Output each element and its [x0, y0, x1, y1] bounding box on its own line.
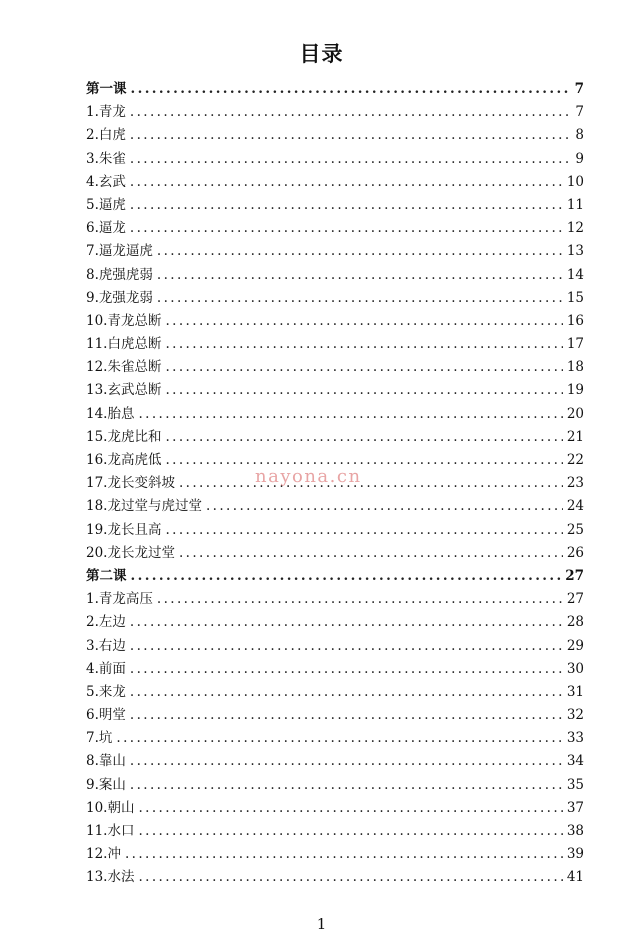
toc-row[interactable] [86, 727, 584, 750]
toc-page-number: 23 [566, 475, 584, 492]
toc-row[interactable] [86, 635, 584, 658]
toc-leader-dots [157, 287, 563, 310]
toc-row[interactable] [86, 217, 584, 240]
toc-page-number: 13 [566, 243, 584, 260]
toc-page-number: 15 [566, 289, 584, 306]
toc-leader-dots [157, 240, 563, 263]
table-of-contents [86, 78, 584, 890]
toc-leader-dots [125, 843, 563, 866]
toc-row[interactable] [86, 750, 584, 773]
toc-leader-dots [130, 194, 563, 217]
toc-leader-dots [130, 101, 572, 124]
toc-row[interactable] [86, 820, 584, 843]
toc-row[interactable] [86, 704, 584, 727]
toc-row[interactable] [86, 588, 584, 611]
toc-leader-dots [157, 264, 563, 287]
toc-row[interactable] [86, 101, 584, 124]
toc-row[interactable] [86, 611, 584, 634]
toc-row[interactable] [86, 658, 584, 681]
toc-row[interactable] [86, 403, 584, 426]
toc-page-number: 41 [566, 869, 584, 886]
toc-entry-label: 11.水口 [86, 823, 135, 839]
toc-page-number: 30 [566, 660, 584, 677]
toc-page-number: 16 [566, 312, 584, 329]
toc-leader-dots [130, 217, 563, 240]
toc-entry-label: 第一课 [86, 81, 127, 97]
toc-row[interactable] [86, 472, 584, 495]
watermark: nayona.cn [255, 466, 362, 487]
toc-page-number: 9 [575, 150, 584, 167]
toc-entry-label: 15.龙虎比和 [86, 428, 162, 445]
toc-leader-dots [138, 797, 562, 820]
toc-page-number: 12 [566, 220, 584, 237]
toc-leader-dots [157, 588, 563, 611]
toc-entry-label: 8.虎强虎弱 [86, 266, 153, 283]
toc-entry-label: 9.案山 [86, 776, 126, 793]
toc-page-number: 17 [566, 336, 584, 353]
toc-page-number: 27 [566, 591, 584, 608]
toc-entry-label: 12.朱雀总断 [86, 359, 162, 376]
toc-entry-label: 2.左边 [86, 614, 126, 631]
page-number: 1 [316, 915, 327, 933]
toc-entry-label: 第二课 [86, 567, 127, 584]
toc-row[interactable] [86, 542, 584, 565]
toc-leader-dots [130, 635, 563, 658]
toc-leader-dots [165, 310, 562, 333]
toc-leader-dots [165, 519, 562, 542]
toc-row[interactable] [86, 240, 584, 263]
toc-page-number: 31 [566, 683, 584, 700]
toc-page-number: 34 [566, 753, 584, 770]
toc-page-number: 25 [566, 521, 584, 538]
toc-row[interactable] [86, 843, 584, 866]
toc-page-number: 27 [565, 567, 584, 584]
toc-page-number: 19 [566, 382, 584, 399]
toc-row[interactable] [86, 194, 584, 217]
toc-page-number: 21 [566, 428, 584, 445]
toc-page-number: 7 [575, 104, 584, 121]
toc-entry-label: 7.逼龙逼虎 [86, 243, 153, 260]
toc-leader-dots [179, 472, 563, 495]
toc-row[interactable] [86, 379, 584, 402]
toc-entry-label: 14.胎息 [86, 405, 135, 422]
toc-row[interactable] [86, 124, 584, 147]
toc-leader-dots [131, 78, 571, 101]
toc-page-number: 20 [566, 405, 584, 422]
toc-entry-label: 13.水法 [86, 869, 135, 886]
toc-leader-dots [130, 124, 572, 147]
toc-page-number: 29 [566, 637, 584, 654]
toc-entry-label: 5.逼虎 [86, 196, 126, 213]
toc-leader-dots [138, 403, 562, 426]
toc-entry-label: 4.玄武 [86, 173, 126, 190]
toc-row[interactable] [86, 310, 584, 333]
toc-leader-dots [130, 704, 563, 727]
toc-leader-dots [130, 148, 572, 171]
toc-row[interactable] [86, 426, 584, 449]
toc-entry-label: 1.青龙高压 [86, 591, 153, 608]
toc-entry-label: 11.白虎总断 [86, 336, 162, 353]
toc-entry-label: 9.龙强龙弱 [86, 289, 153, 306]
toc-page-number: 28 [566, 614, 584, 631]
toc-leader-dots [138, 820, 562, 843]
toc-entry-label: 13.玄武总断 [86, 382, 162, 399]
toc-entry-label: 18.龙过堂与虎过堂 [86, 498, 202, 515]
toc-leader-dots [130, 171, 563, 194]
toc-leader-dots [179, 542, 563, 565]
toc-row[interactable] [86, 866, 584, 889]
toc-page-number: 37 [566, 799, 584, 816]
toc-page-number: 35 [566, 776, 584, 793]
toc-section-row[interactable] [86, 565, 584, 588]
toc-leader-dots [130, 774, 563, 797]
toc-page-number: 32 [566, 707, 584, 724]
toc-entry-label: 20.龙长龙过堂 [86, 544, 175, 561]
toc-row[interactable] [86, 264, 584, 287]
toc-page-number: 14 [566, 266, 584, 283]
toc-page-number: 33 [566, 730, 584, 747]
toc-entry-label: 16.龙高虎低 [86, 452, 162, 468]
toc-entry-label: 6.逼龙 [86, 220, 126, 237]
toc-row[interactable] [86, 495, 584, 518]
toc-leader-dots [131, 565, 562, 588]
toc-entry-label: 10.青龙总断 [86, 312, 162, 329]
toc-entry-label: 12.冲 [86, 846, 121, 863]
toc-page-number: 24 [566, 498, 584, 515]
toc-leader-dots [165, 379, 562, 402]
toc-leader-dots [165, 426, 562, 449]
toc-entry-label: 2.白虎 [86, 127, 126, 144]
toc-entry-label: 17.龙长变斜坡 [86, 475, 175, 492]
toc-leader-dots [138, 866, 562, 889]
toc-page-number: 8 [575, 127, 584, 144]
toc-leader-dots [130, 611, 563, 634]
toc-row[interactable] [86, 797, 584, 820]
toc-page-number: 22 [566, 452, 584, 468]
toc-entry-label: 10.朝山 [86, 799, 135, 816]
toc-row[interactable] [86, 171, 584, 194]
page-title: 目录 [299, 42, 344, 66]
toc-row[interactable] [86, 681, 584, 704]
toc-page-number: 26 [566, 544, 584, 561]
toc-leader-dots [206, 495, 563, 518]
toc-section-row[interactable] [86, 78, 584, 101]
toc-leader-dots [130, 681, 563, 704]
toc-row[interactable] [86, 356, 584, 379]
toc-row[interactable] [86, 148, 584, 171]
toc-entry-label: 5.来龙 [86, 683, 126, 700]
toc-leader-dots [130, 658, 563, 681]
toc-page-number: 18 [566, 359, 584, 376]
toc-page-number: 39 [566, 846, 584, 863]
toc-entry-label: 3.朱雀 [86, 150, 126, 167]
toc-entry-label: 1.青龙 [86, 104, 126, 121]
toc-leader-dots [130, 750, 563, 773]
toc-page-number: 38 [566, 823, 584, 839]
toc-row[interactable] [86, 333, 584, 356]
toc-page-number: 10 [566, 173, 584, 190]
toc-leader-dots [165, 333, 562, 356]
toc-row[interactable] [86, 774, 584, 797]
toc-entry-label: 4.前面 [86, 660, 126, 677]
toc-entry-label: 8.靠山 [86, 753, 126, 770]
toc-leader-dots [116, 727, 562, 750]
toc-page-number: 7 [574, 81, 584, 97]
toc-row[interactable] [86, 287, 584, 310]
toc-row[interactable] [86, 519, 584, 542]
toc-page-number: 11 [566, 196, 584, 213]
toc-entry-label: 3.右边 [86, 637, 126, 654]
toc-leader-dots [165, 356, 562, 379]
toc-entry-label: 7.坑 [86, 730, 113, 747]
toc-leader-dots [165, 449, 562, 472]
toc-entry-label: 6.明堂 [86, 707, 126, 724]
toc-row[interactable] [86, 449, 584, 472]
toc-entry-label: 19.龙长且高 [86, 521, 162, 538]
